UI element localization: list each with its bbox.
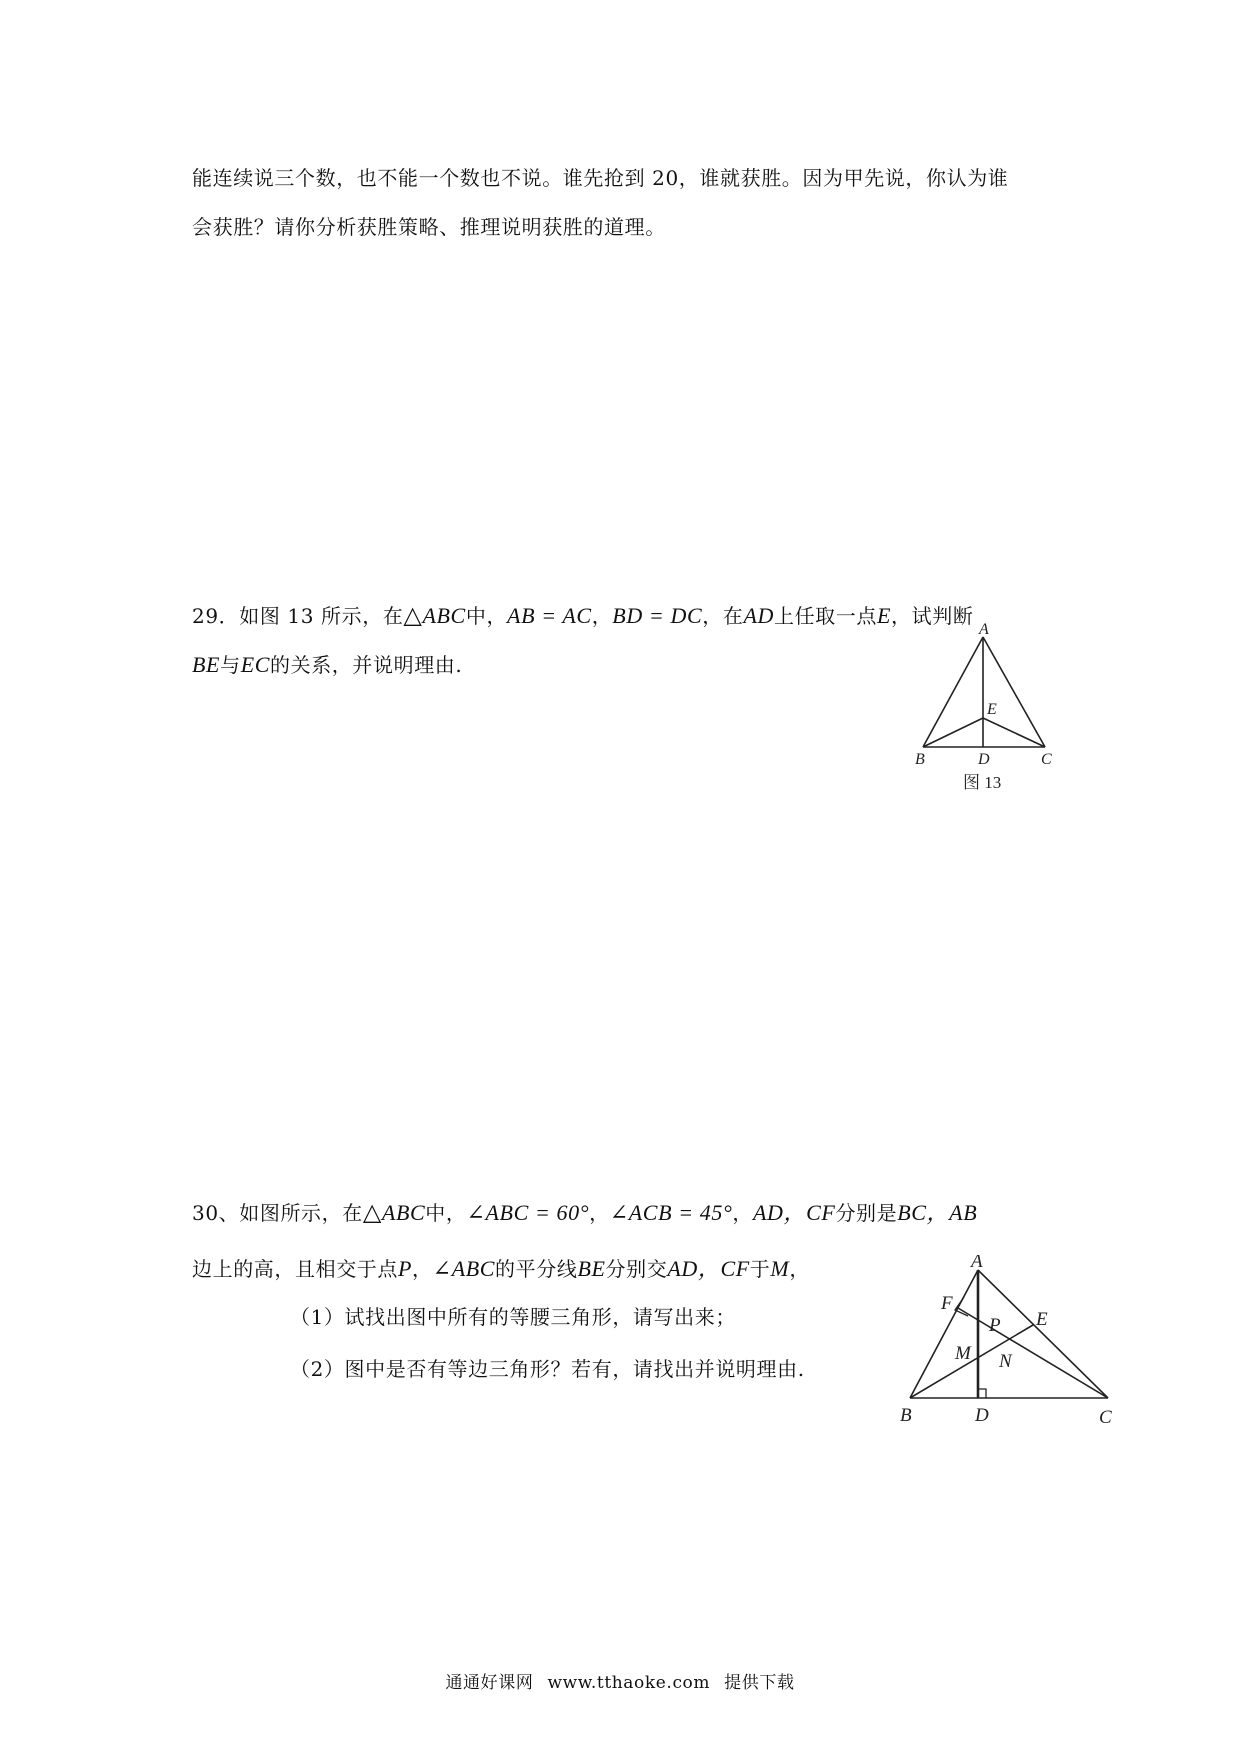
side-ac bbox=[983, 637, 1045, 747]
altitude-cf bbox=[958, 1308, 1108, 1398]
page-footer bbox=[0, 1668, 1240, 1693]
figure-caption: 图 13 bbox=[963, 773, 1002, 792]
question-number: 30、 bbox=[192, 1201, 240, 1225]
footer-suffix: 提供下载 bbox=[724, 1673, 795, 1693]
segment-ec bbox=[983, 718, 1045, 747]
label-e: E bbox=[987, 701, 997, 718]
intro-line-1: 能连续说三个数，也不能一个数也不说。谁先抢到 20，谁就获胜。因为甲先说，你认为谁 bbox=[192, 166, 1009, 190]
label-c: C bbox=[1041, 751, 1052, 768]
q29-line-2: BE与EC的关系，并说明理由. bbox=[192, 652, 463, 677]
q29-line-1: 29．如图 13 所示，在△ABC中，AB = AC，BD = DC，在AD上任取一点E，试判断 bbox=[192, 601, 974, 629]
footer-site-name: 通通好课网 bbox=[445, 1673, 534, 1693]
figure-13 bbox=[905, 622, 1065, 802]
label-p: P bbox=[989, 1315, 1001, 1336]
label-d: D bbox=[978, 751, 990, 768]
label-b: B bbox=[915, 751, 925, 768]
side-ab bbox=[910, 1270, 978, 1398]
footer-url: www.tthaoke.com bbox=[547, 1673, 711, 1693]
figure-q30 bbox=[895, 1255, 1120, 1445]
label-e: E bbox=[1036, 1309, 1048, 1330]
bisector-be bbox=[910, 1325, 1033, 1398]
segment-be bbox=[923, 718, 983, 747]
triangle-symbol: △ bbox=[362, 1198, 382, 1226]
label-a: A bbox=[971, 1255, 983, 1272]
q30-line-1: 30、如图所示，在△ABC中，∠ABC = 60°，∠ACB = 45°，AD，CF分别是BC，AB bbox=[192, 1198, 978, 1226]
intro-line-2: 会获胜？请你分析获胜策略、推理说明获胜的道理。 bbox=[192, 215, 666, 239]
label-b: B bbox=[900, 1405, 912, 1426]
question-number: 29． bbox=[192, 604, 240, 628]
label-a: A bbox=[979, 622, 989, 638]
label-d: D bbox=[975, 1405, 989, 1426]
label-m: M bbox=[955, 1343, 971, 1364]
q30-line-2: 边上的高，且相交于点P，∠ABC的平分线BE分别交AD，CF于M， bbox=[192, 1256, 810, 1281]
label-c: C bbox=[1099, 1407, 1112, 1428]
side-ab bbox=[923, 637, 983, 747]
label-f: F bbox=[941, 1293, 953, 1314]
triangle-symbol: △ bbox=[403, 601, 423, 629]
q30-sub-1: （1）试找出图中所有的等腰三角形，请写出来； bbox=[290, 1305, 736, 1329]
label-n: N bbox=[999, 1351, 1012, 1372]
q30-sub-2: （2）图中是否有等边三角形？若有，请找出并说明理由. bbox=[290, 1357, 805, 1381]
